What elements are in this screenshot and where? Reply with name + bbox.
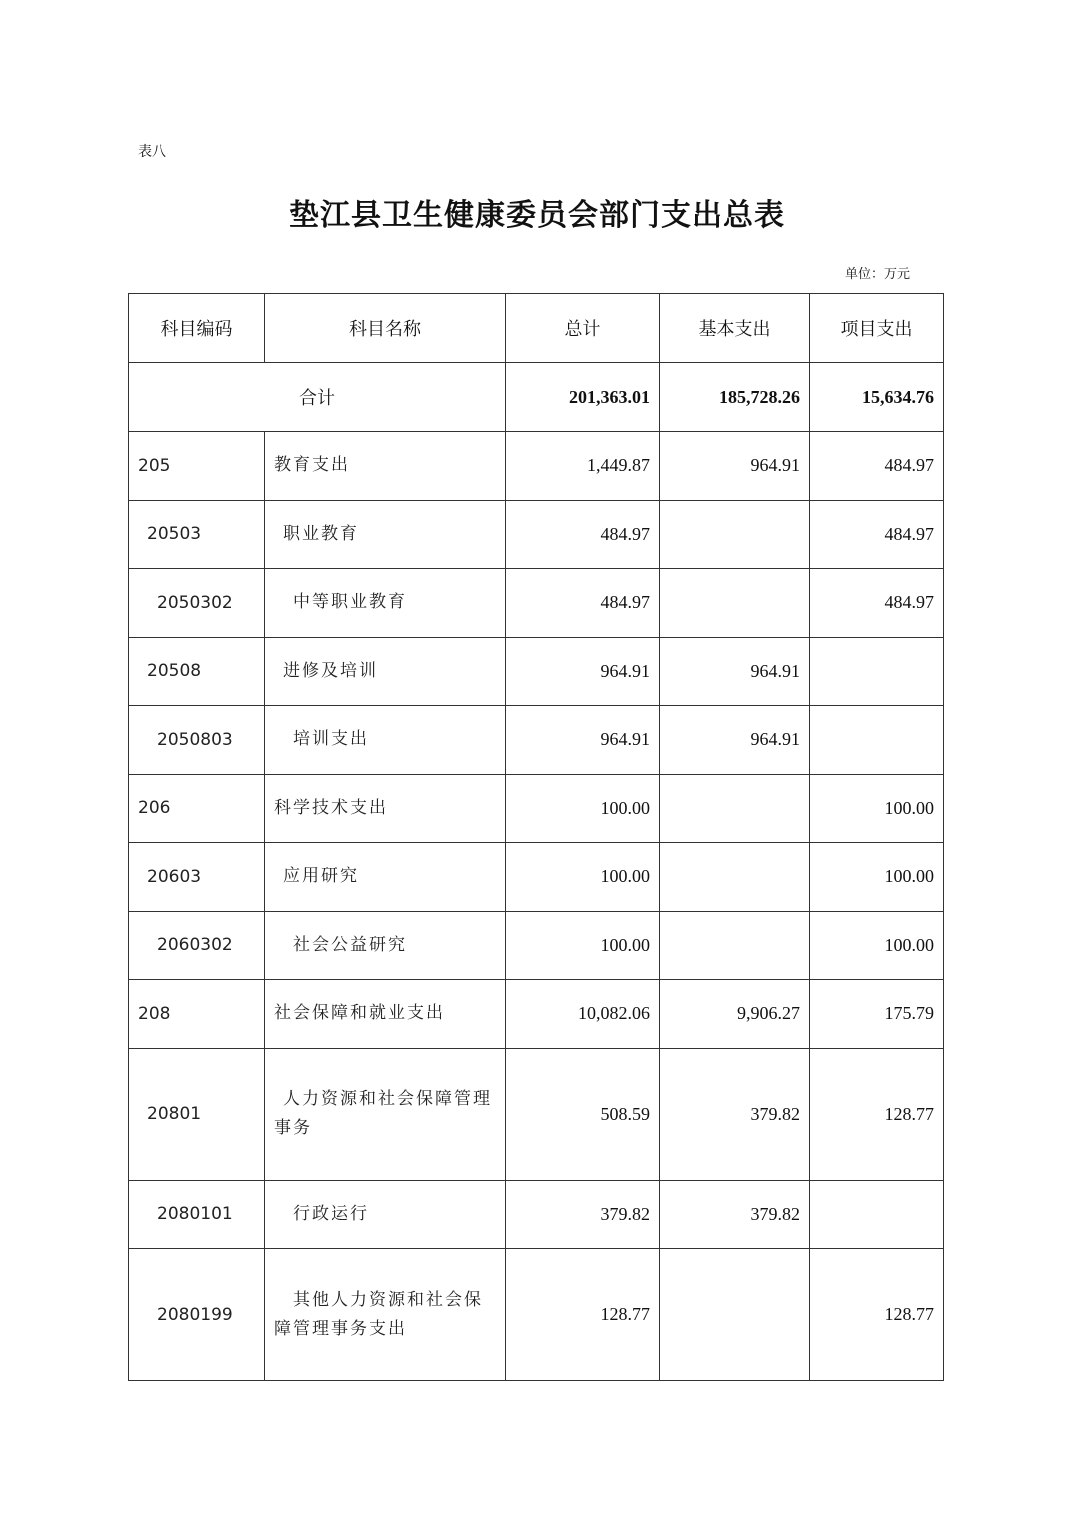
row-code: 20603 [129,843,265,912]
row-name: 中等职业教育 [265,569,506,638]
row-basic: 964.91 [660,637,810,706]
row-name: 应用研究 [265,843,506,912]
row-basic: 964.91 [660,706,810,775]
row-total: 100.00 [506,774,660,843]
table-row [129,432,944,501]
table-row [129,1249,944,1381]
row-code: 2080101 [129,1180,265,1249]
row-basic: 379.82 [660,1048,810,1180]
table-row [129,706,944,775]
row-total: 128.77 [506,1249,660,1381]
header-code: 科目编码 [129,294,265,363]
row-total: 508.59 [506,1048,660,1180]
row-basic [660,774,810,843]
row-name: 进修及培训 [265,637,506,706]
row-project [810,1180,944,1249]
row-project [810,637,944,706]
row-project: 100.00 [810,911,944,980]
row-total: 379.82 [506,1180,660,1249]
total-row [129,363,944,432]
row-basic: 964.91 [660,432,810,501]
row-total: 10,082.06 [506,980,660,1049]
row-name: 社会公益研究 [265,911,506,980]
row-name: 其他人力资源和社会保障管理事务支出 [265,1249,506,1381]
table-row [129,843,944,912]
header-name: 科目名称 [265,294,506,363]
row-code: 205 [129,432,265,501]
row-project: 100.00 [810,843,944,912]
row-code: 206 [129,774,265,843]
header-total: 总计 [506,294,660,363]
row-basic: 9,906.27 [660,980,810,1049]
row-project [810,706,944,775]
table-row [129,500,944,569]
row-project: 175.79 [810,980,944,1049]
table-row [129,774,944,843]
page-title: 垫江县卫生健康委员会部门支出总表 [289,198,785,233]
row-code: 20801 [129,1048,265,1180]
header-basic: 基本支出 [660,294,810,363]
total-project: 15,634.76 [810,363,944,432]
row-code: 2080199 [129,1249,265,1381]
row-basic [660,500,810,569]
row-basic [660,569,810,638]
row-total: 964.91 [506,637,660,706]
row-name: 社会保障和就业支出 [265,980,506,1049]
row-code: 2050803 [129,706,265,775]
row-code: 20503 [129,500,265,569]
row-total: 100.00 [506,911,660,980]
expense-table [128,293,944,1381]
row-name: 行政运行 [265,1180,506,1249]
row-code: 208 [129,980,265,1049]
row-project: 484.97 [810,500,944,569]
row-project: 484.97 [810,569,944,638]
row-name: 职业教育 [265,500,506,569]
row-project: 128.77 [810,1249,944,1381]
total-total: 201,363.01 [506,363,660,432]
row-code: 2050302 [129,569,265,638]
table-row [129,637,944,706]
row-total: 484.97 [506,569,660,638]
total-basic: 185,728.26 [660,363,810,432]
row-name: 培训支出 [265,706,506,775]
unit-note: 单位：万元 [844,267,910,282]
row-basic [660,843,810,912]
table-row [129,911,944,980]
table-row [129,1180,944,1249]
row-total: 964.91 [506,706,660,775]
table-header-row [129,294,944,363]
table-number-label: 表八 [138,144,166,160]
row-total: 484.97 [506,500,660,569]
row-code: 2060302 [129,911,265,980]
row-name: 人力资源和社会保障管理事务 [265,1048,506,1180]
row-project: 484.97 [810,432,944,501]
total-label: 合计 [129,363,506,432]
row-basic: 379.82 [660,1180,810,1249]
row-total: 100.00 [506,843,660,912]
row-total: 1,449.87 [506,432,660,501]
table-row [129,980,944,1049]
table-row [129,1048,944,1180]
row-name: 教育支出 [265,432,506,501]
row-basic [660,1249,810,1381]
row-code: 20508 [129,637,265,706]
row-project: 100.00 [810,774,944,843]
row-name: 科学技术支出 [265,774,506,843]
header-project: 项目支出 [810,294,944,363]
table-row [129,569,944,638]
row-basic [660,911,810,980]
row-project: 128.77 [810,1048,944,1180]
